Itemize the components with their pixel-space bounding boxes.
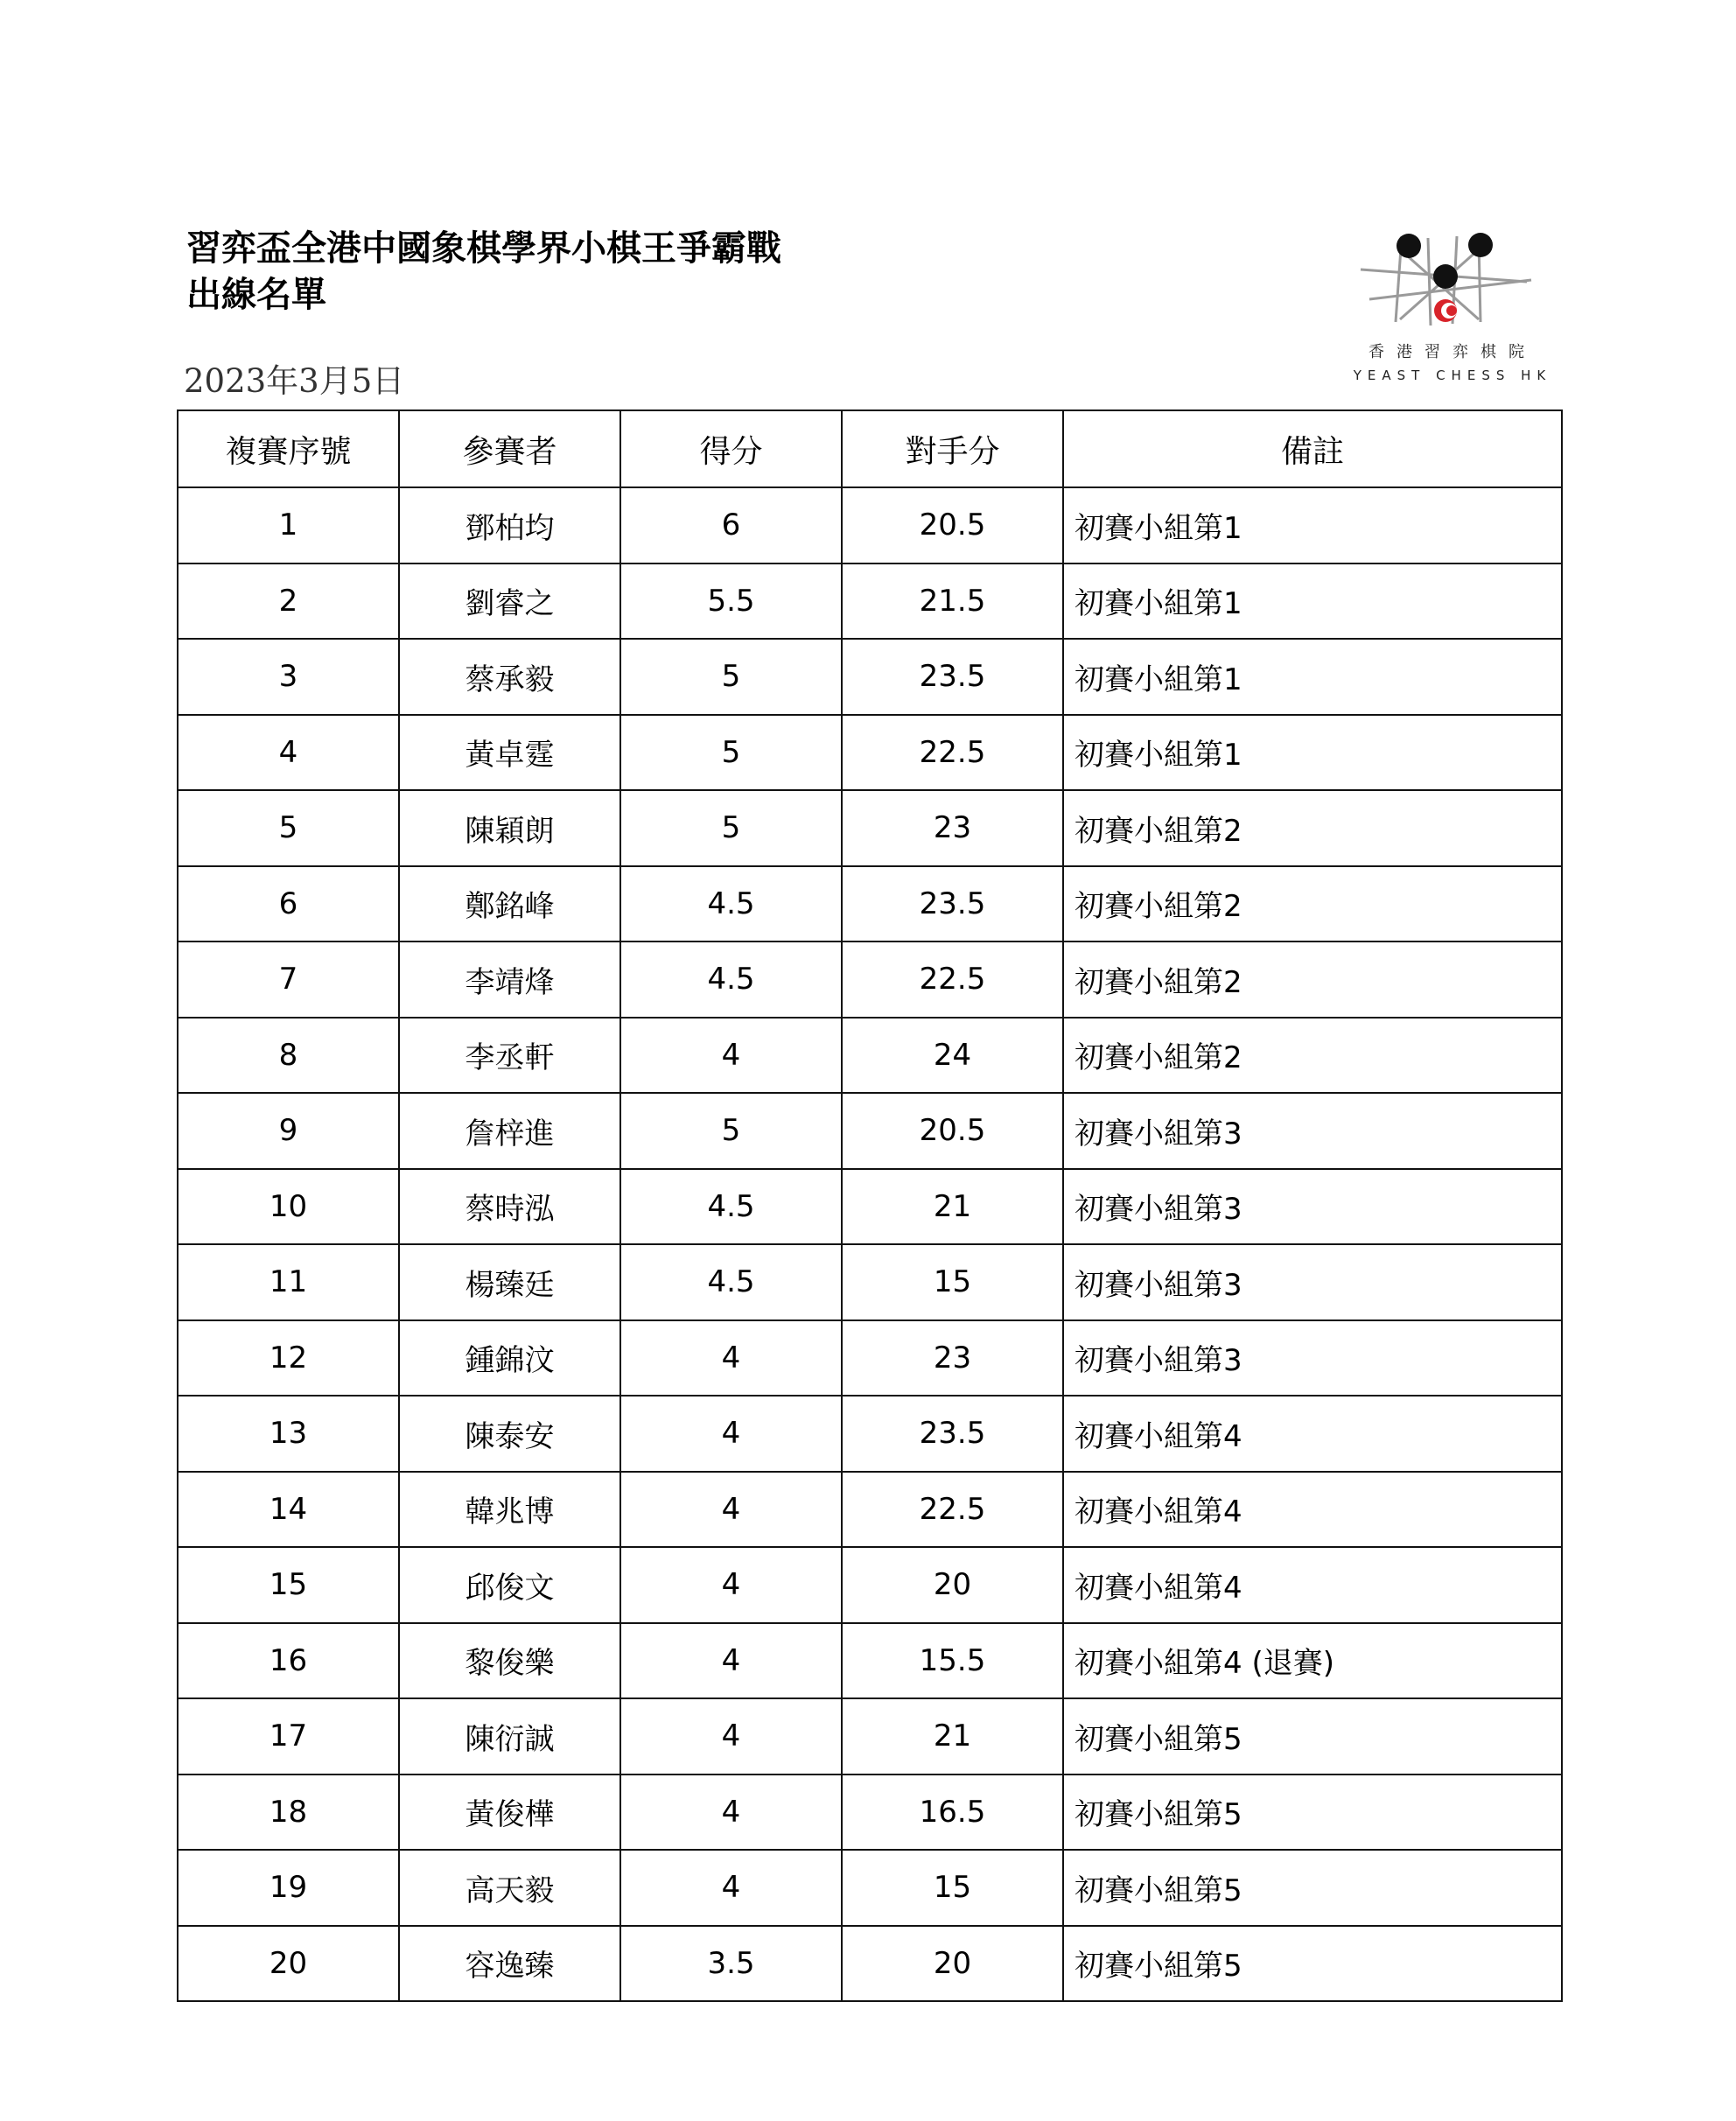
cell-no: 15 [178,1547,399,1623]
cell-name: 陳穎朗 [399,790,620,866]
cell-no: 19 [178,1850,399,1926]
table-row [178,790,1562,866]
cell-note: 初賽小組第4 [1063,1547,1562,1623]
cell-note: 初賽小組第4 [1063,1472,1562,1548]
cell-opp: 22.5 [842,715,1063,791]
table-row [178,1774,1562,1851]
cell-no: 6 [178,866,399,942]
document-date: 2023年3月5日 [184,362,405,400]
cell-opp: 21 [842,1698,1063,1774]
cell-score: 5.5 [620,564,842,640]
cell-no: 5 [178,790,399,866]
cell-name: 陳衍誠 [399,1698,620,1774]
cell-no: 17 [178,1698,399,1774]
cell-score: 4 [620,1623,842,1699]
cell-name: 黎俊樂 [399,1623,620,1699]
cell-no: 20 [178,1926,399,2002]
cell-score: 4 [620,1018,842,1094]
cell-name: 蔡承毅 [399,639,620,715]
title-line-1: 習弈盃全港中國象棋學界小棋王爭霸戰 [186,228,781,269]
cell-opp: 23.5 [842,639,1063,715]
cell-name: 容逸臻 [399,1926,620,2002]
cell-note: 初賽小組第5 [1063,1698,1562,1774]
logo-english-name: YEAST CHESS HK [1353,368,1552,383]
cell-note: 初賽小組第5 [1063,1850,1562,1926]
cell-note: 初賽小組第3 [1063,1320,1562,1396]
cell-note: 初賽小組第5 [1063,1926,1562,2002]
cell-no: 9 [178,1093,399,1169]
cell-score: 5 [620,1093,842,1169]
cell-score: 5 [620,639,842,715]
cell-name: 陳泰安 [399,1396,620,1472]
cell-score: 4 [620,1396,842,1472]
cell-opp: 23 [842,1320,1063,1396]
header-score: 得分 [620,410,842,487]
cell-opp: 15 [842,1244,1063,1320]
table-row [178,639,1562,715]
cell-name: 蔡時泓 [399,1169,620,1245]
cell-note: 初賽小組第2 [1063,790,1562,866]
cell-opp: 20 [842,1926,1063,2002]
cell-score: 4 [620,1320,842,1396]
cell-name: 詹梓進 [399,1093,620,1169]
cell-opp: 20.5 [842,1093,1063,1169]
table-row [178,1850,1562,1926]
table-row [178,942,1562,1018]
cell-score: 4 [620,1698,842,1774]
cell-opp: 15 [842,1850,1063,1926]
cell-name: 高天毅 [399,1850,620,1926]
cell-score: 5 [620,790,842,866]
qualifier-table [177,410,1563,2002]
table-row [178,1547,1562,1623]
cell-name: 黃俊樺 [399,1774,620,1851]
cell-note: 初賽小組第4 [1063,1396,1562,1472]
cell-opp: 21.5 [842,564,1063,640]
title-line-2: 出線名單 [186,275,326,315]
cell-no: 1 [178,487,399,564]
cell-score: 4.5 [620,1169,842,1245]
table-row [178,715,1562,791]
cell-name: 李靖烽 [399,942,620,1018]
header-opponent-score: 對手分 [842,410,1063,487]
yeast-chess-logo [1348,219,1558,394]
cell-no: 12 [178,1320,399,1396]
table-row [178,1093,1562,1169]
cell-name: 鄭銘峰 [399,866,620,942]
table-row [178,1396,1562,1472]
cell-name: 鍾錦汶 [399,1320,620,1396]
cell-opp: 20.5 [842,487,1063,564]
cell-note: 初賽小組第3 [1063,1093,1562,1169]
cell-score: 4.5 [620,1244,842,1320]
cell-note: 初賽小組第2 [1063,866,1562,942]
cell-name: 黃卓霆 [399,715,620,791]
table-header-row [178,410,1562,487]
cell-score: 6 [620,487,842,564]
cell-note: 初賽小組第1 [1063,639,1562,715]
cell-opp: 22.5 [842,1472,1063,1548]
cell-opp: 21 [842,1169,1063,1245]
table-row [178,1320,1562,1396]
document-title [186,226,781,318]
cell-note: 初賽小組第2 [1063,942,1562,1018]
cell-note: 初賽小組第5 [1063,1774,1562,1851]
cell-name: 李丞軒 [399,1018,620,1094]
cell-name: 劉睿之 [399,564,620,640]
cell-name: 韓兆博 [399,1472,620,1548]
cell-note: 初賽小組第2 [1063,1018,1562,1094]
cell-name: 邱俊文 [399,1547,620,1623]
cell-no: 10 [178,1169,399,1245]
cell-no: 13 [178,1396,399,1472]
cell-no: 8 [178,1018,399,1094]
cell-name: 楊臻廷 [399,1244,620,1320]
cell-score: 4 [620,1472,842,1548]
cell-score: 4.5 [620,866,842,942]
table-row [178,1623,1562,1699]
cell-opp: 23 [842,790,1063,866]
cell-score: 4 [620,1850,842,1926]
cell-opp: 23.5 [842,1396,1063,1472]
header-remarks: 備註 [1063,410,1562,487]
cell-opp: 22.5 [842,942,1063,1018]
cell-no: 2 [178,564,399,640]
cell-no: 14 [178,1472,399,1548]
table-row [178,487,1562,564]
cell-score: 5 [620,715,842,791]
cell-opp: 15.5 [842,1623,1063,1699]
cell-score: 4 [620,1774,842,1851]
table-row [178,1926,1562,2002]
cell-note: 初賽小組第3 [1063,1244,1562,1320]
cell-note: 初賽小組第4 (退賽) [1063,1623,1562,1699]
cell-note: 初賽小組第1 [1063,487,1562,564]
table-row [178,1244,1562,1320]
cell-no: 11 [178,1244,399,1320]
cell-no: 16 [178,1623,399,1699]
cell-opp: 16.5 [842,1774,1063,1851]
header-participant: 參賽者 [399,410,620,487]
cell-opp: 24 [842,1018,1063,1094]
table-row [178,1472,1562,1548]
table-row [178,1698,1562,1774]
cell-no: 18 [178,1774,399,1851]
cell-note: 初賽小組第3 [1063,1169,1562,1245]
cell-note: 初賽小組第1 [1063,715,1562,791]
header-seed-number: 複賽序號 [178,410,399,487]
cell-no: 4 [178,715,399,791]
cell-score: 4 [620,1547,842,1623]
cell-score: 4.5 [620,942,842,1018]
cell-opp: 20 [842,1547,1063,1623]
cell-score: 3.5 [620,1926,842,2002]
table-row [178,564,1562,640]
cell-note: 初賽小組第1 [1063,564,1562,640]
cell-no: 3 [178,639,399,715]
go-board-logo-icon [1348,219,1558,341]
cell-opp: 23.5 [842,866,1063,942]
logo-chinese-name: 香港習弈棋院 [1368,343,1536,361]
table-row [178,1169,1562,1245]
table-row [178,1018,1562,1094]
table-row [178,866,1562,942]
cell-name: 鄧柏均 [399,487,620,564]
cell-no: 7 [178,942,399,1018]
